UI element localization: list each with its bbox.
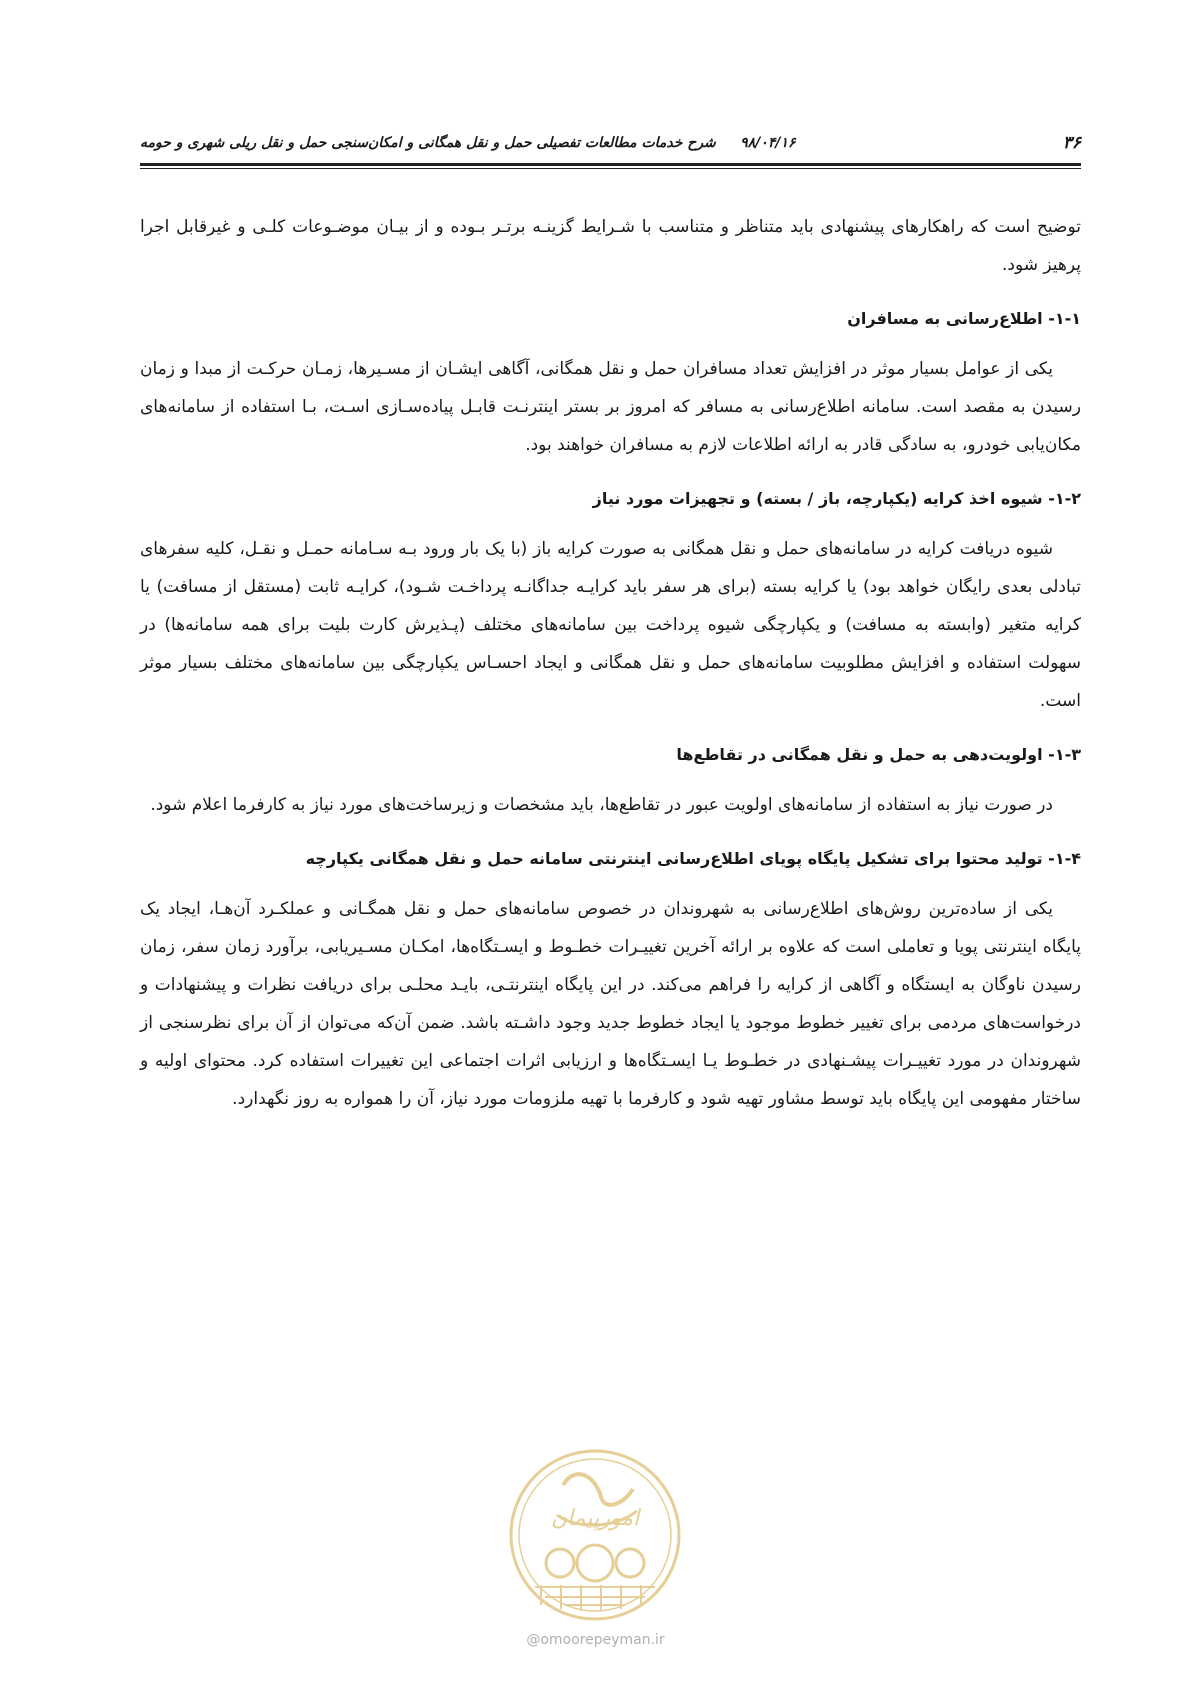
running-title [140, 135, 796, 151]
page-number: ۳۶ [1062, 133, 1081, 153]
section-2-paragraph: شیوه دریافت کرایه در سامانه‌های حمل و نقل همگانی به صورت کرایه باز (با یک بار ورود بـه سـامانه حمـل و نقـل، کلیه سفرهای تبادلی بعدی رایگان خواهد بود) یا کرایه بسته (برای هر سفر باید کرایـه جداگانـه پرداخـت شـود)، کرایـه ثابت (مستقل از مسافت) یا کرایه متغیر (وابسته به مسافت) و یکپارچگی شیوه پرداخت بین سامانه‌های مختلف (پـذیرش کارت بلیت برای همه سامانه‌ها) در سهولت استفاده و افزایش مطلوبیت سامانه‌های حمل و نقل همگانی و ایجاد احسـاس یکپارچگی بین سامانه‌های مختلف بسیار موثر است. [140, 539, 1081, 711]
watermark-logo-text: امورپیمان [550, 1506, 640, 1531]
page-header [140, 128, 1081, 158]
section-4-paragraph: یکی از ساده‌ترین روش‌های اطلاع‌رسانی به شهروندان در خصوص سامانه‌های حمل و نقل همگـانی و عملکـرد آن‌هـا، ایجاد یک پایگاه اینترنتی پویا و تعاملی است که علاوه بر ارائه آخرین تغییـرات خطـوط و ایسـتگاه‌ها، امکـان مسـیریابی، برآورد زمان سفر، زمان رسیدن ناوگان به ایستگاه و آگاهی از کرایه را فراهم می‌کند. در این پایگاه اینترنتـی، بایـد محلـی برای دریافت نظرات و پیشنهادات و درخواست‌های مردمی برای تغییر خطوط موجود یا ایجاد خطوط جدید وجود داشـته باشد. ضمن آن‌که می‌توان از آن برای نظرسنجی از شهروندان در مورد تغییـرات پیشـنهادی در خطـوط یـا ایسـتگاه‌ها و ارزیابی اثرات اجتماعی این تغییرات استفاده کرد. محتوای اولیه و ساختار مفهومی این پایگاه باید توسط مشاور تهیه شود و کارفرما با تهیه ملزومات مورد نیاز، آن را همواره به روز نگهدارد. [140, 899, 1081, 1109]
section-4-heading: ۱-۴- تولید محتوا برای تشکیل پایگاه پویای اطلاع‌رسانی اینترنتی سامانه حمل و نقل همگانی یکپارچه [305, 849, 1081, 868]
header-rule [140, 163, 1081, 166]
section-2-heading: ۱-۲- شیوه اخذ کرایه (یکپارچه، باز / بسته) و تجهیزات مورد نیاز [592, 489, 1081, 508]
section-1-heading: ۱-۱- اطلاع‌رسانی به مسافران [847, 309, 1081, 328]
intro-paragraph: توضیح است که راهکارهای پیشنهادی باید متناظر و متناسب با شـرایط گزینـه برتـر بـوده و از بیـان موضـوعات کلـی و غیرقابل اجرا پرهیز شود. [140, 217, 1081, 275]
header-rule-thin [140, 168, 1081, 169]
watermark-logo [505, 1445, 685, 1625]
page-content [140, 208, 1081, 1138]
running-title-date: ۹۸/۰۴/۱۶ [740, 135, 796, 151]
running-title-text: شرح خدمات مطالعات تفصیلی حمل و نقل همگانی و امکان‌سنجی حمل و نقل ریلی شهری و حومه [140, 135, 716, 151]
watermark-url: @omoorepeyman.ir [526, 1632, 665, 1648]
section-3-paragraph: در صورت نیاز به استفاده از سامانه‌های اولویت عبور در تقاطع‌ها، باید مشخصات و زیرساخت‌های مورد نیاز به کارفرما اعلام شود. [150, 795, 1053, 815]
section-3-heading: ۱-۳- اولویت‌دهی به حمل و نقل همگانی در تقاطع‌ها [676, 745, 1081, 764]
section-1-paragraph: یکی از عوامل بسیار موثر در افزایش تعداد مسافران حمل و نقل همگانی، آگاهی ایشـان از مسـیرها، زمـان حرکـت از مبدا و زمان رسیدن به مقصد است. سامانه اطلاع‌رسانی به مسافر که امروز بر بستر اینترنـت قابـل پیاده‌سـازی اسـت، بـا استفاده از سامانه‌های مکان‌یابی خودرو، به سادگی قادر به ارائه اطلاعات لازم به مسافران خواهند بود. [140, 359, 1081, 455]
